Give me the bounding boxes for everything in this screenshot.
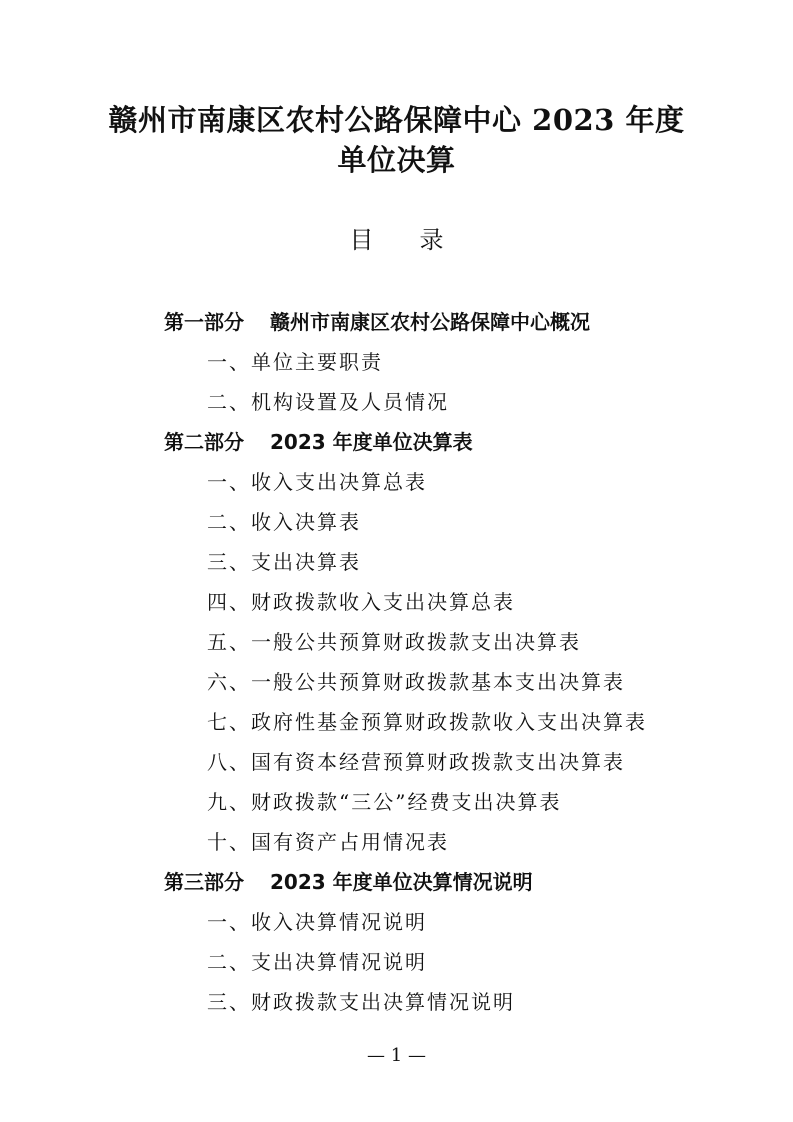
toc-part-1 [164, 308, 590, 336]
toc-item: 三、财政拨款支出决算情况说明 [207, 990, 515, 1014]
toc-part-title: 2023 年度单位决算表 [270, 430, 473, 454]
toc-part-label: 第二部分 [164, 430, 244, 454]
toc-heading [0, 224, 793, 256]
toc-item: 一、收入决算情况说明 [207, 910, 427, 934]
toc-item: 九、财政拨款“三公”经费支出决算表 [207, 790, 562, 814]
toc-heading-right: 录 [419, 226, 444, 254]
toc-item: 十、国有资产占用情况表 [207, 830, 449, 854]
toc-item: 八、国有资本经营预算财政拨款支出决算表 [207, 750, 625, 774]
document-title-line-2: 单位决算 [337, 143, 456, 177]
toc-item: 二、支出决算情况说明 [207, 950, 427, 974]
toc-part-label: 第三部分 [164, 870, 244, 894]
toc-item: 二、收入决算表 [207, 510, 361, 534]
toc-item: 六、一般公共预算财政拨款基本支出决算表 [207, 670, 625, 694]
document-title-line-1: 赣州市南康区农村公路保障中心 2023 年度 [108, 103, 685, 137]
toc-part-title: 赣州市南康区农村公路保障中心概况 [270, 310, 590, 334]
toc-item: 二、机构设置及人员情况 [207, 390, 449, 414]
toc-part-label: 第一部分 [164, 310, 244, 334]
toc-item: 五、一般公共预算财政拨款支出决算表 [207, 630, 581, 654]
toc-heading-left: 目 [349, 226, 374, 254]
toc-item: 七、政府性基金预算财政拨款收入支出决算表 [207, 710, 647, 734]
page-number: — 1 — [367, 1045, 426, 1066]
toc-part-2 [164, 428, 473, 456]
toc-part-3 [164, 868, 533, 896]
toc-item: 一、单位主要职责 [207, 350, 383, 374]
toc-part-title: 2023 年度单位决算情况说明 [270, 870, 533, 894]
toc-item: 四、财政拨款收入支出决算总表 [207, 590, 515, 614]
toc-item: 一、收入支出决算总表 [207, 470, 427, 494]
toc-item: 三、支出决算表 [207, 550, 361, 574]
